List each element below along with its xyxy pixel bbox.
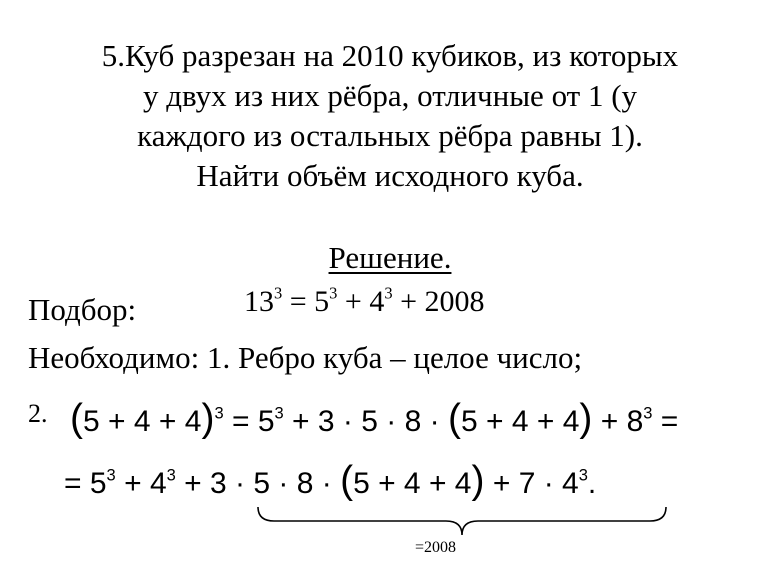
result-formula bbox=[64, 459, 597, 504]
result-lparen: ( bbox=[340, 459, 354, 502]
expansion-lparen-2: ( bbox=[447, 397, 461, 440]
podbor-eq: = bbox=[282, 285, 315, 318]
expansion-exp: 3 bbox=[214, 404, 224, 423]
result-c-exp: 3 bbox=[578, 466, 588, 485]
podbor-base: 13 bbox=[244, 285, 274, 318]
podbor-formula bbox=[244, 284, 485, 320]
result-a: 5 bbox=[89, 467, 107, 500]
expansion-formula bbox=[70, 397, 679, 442]
underbrace bbox=[256, 505, 668, 537]
result-eq: = bbox=[64, 467, 90, 500]
result-inner: 5 + 4 + 4 bbox=[353, 467, 472, 500]
problem-statement bbox=[0, 36, 780, 196]
expansion-b-exp: 3 bbox=[643, 404, 653, 423]
expansion-eq-2: = bbox=[652, 405, 679, 438]
underbrace-path bbox=[258, 507, 666, 535]
result-plus-1: + bbox=[115, 467, 150, 500]
expansion-mid: 3 · 5 · 8 · bbox=[317, 405, 448, 438]
solution-title: Решение. bbox=[328, 240, 452, 275]
result-c: 4 bbox=[562, 467, 579, 500]
expansion-inner-2: 5 + 4 + 4 bbox=[460, 405, 580, 438]
result-a-exp: 3 bbox=[106, 466, 116, 485]
expansion-a: 5 bbox=[257, 405, 275, 438]
problem-line-2: у двух из них рёбра, отличные от 1 (у bbox=[142, 78, 638, 113]
result-dot: . bbox=[587, 467, 597, 500]
result-mid: 3 · 5 · 8 · bbox=[210, 467, 341, 500]
podbor-plus-1: + bbox=[337, 285, 370, 318]
podbor-term-1: 5 bbox=[314, 285, 330, 318]
podbor-base-exp: 3 bbox=[274, 283, 283, 303]
result-plus-2: + bbox=[175, 467, 211, 500]
underbrace-label: =2008 bbox=[415, 539, 457, 556]
podbor-label: Подбор: bbox=[28, 292, 137, 327]
result-plus-3: + 7 · bbox=[484, 467, 563, 500]
expansion-b: 8 bbox=[626, 405, 644, 438]
expansion-a-exp: 3 bbox=[274, 404, 284, 423]
step-two-label: 2. bbox=[28, 399, 48, 428]
result-rparen: ) bbox=[471, 459, 485, 502]
problem-line-1: 5.Куб разрезан на 2010 кубиков, из которых bbox=[101, 38, 679, 73]
problem-line-3: каждого из остальных рёбра равны 1). bbox=[137, 118, 643, 153]
expansion-rparen: ) bbox=[201, 397, 215, 440]
expansion-plus-1: + bbox=[283, 405, 318, 438]
result-b: 4 bbox=[149, 467, 167, 500]
problem-line-4: Найти объём исходного куба. bbox=[196, 158, 584, 193]
expansion-inner: 5 + 4 + 4 bbox=[83, 405, 202, 438]
podbor-term-1-exp: 3 bbox=[329, 283, 338, 303]
expansion-plus-2: + bbox=[592, 405, 627, 438]
result-b-exp: 3 bbox=[166, 466, 176, 485]
podbor-plus-2: + bbox=[392, 285, 425, 318]
podbor-term-3: 2008 bbox=[424, 285, 485, 318]
podbor-term-2-exp: 3 bbox=[384, 283, 393, 303]
expansion-lparen: ( bbox=[70, 397, 83, 440]
necessary-conditions: Необходимо: 1. Ребро куба – целое число; bbox=[28, 340, 583, 375]
expansion-eq: = bbox=[223, 405, 258, 438]
expansion-rparen-2: ) bbox=[579, 397, 593, 440]
podbor-term-2: 4 bbox=[369, 285, 385, 318]
